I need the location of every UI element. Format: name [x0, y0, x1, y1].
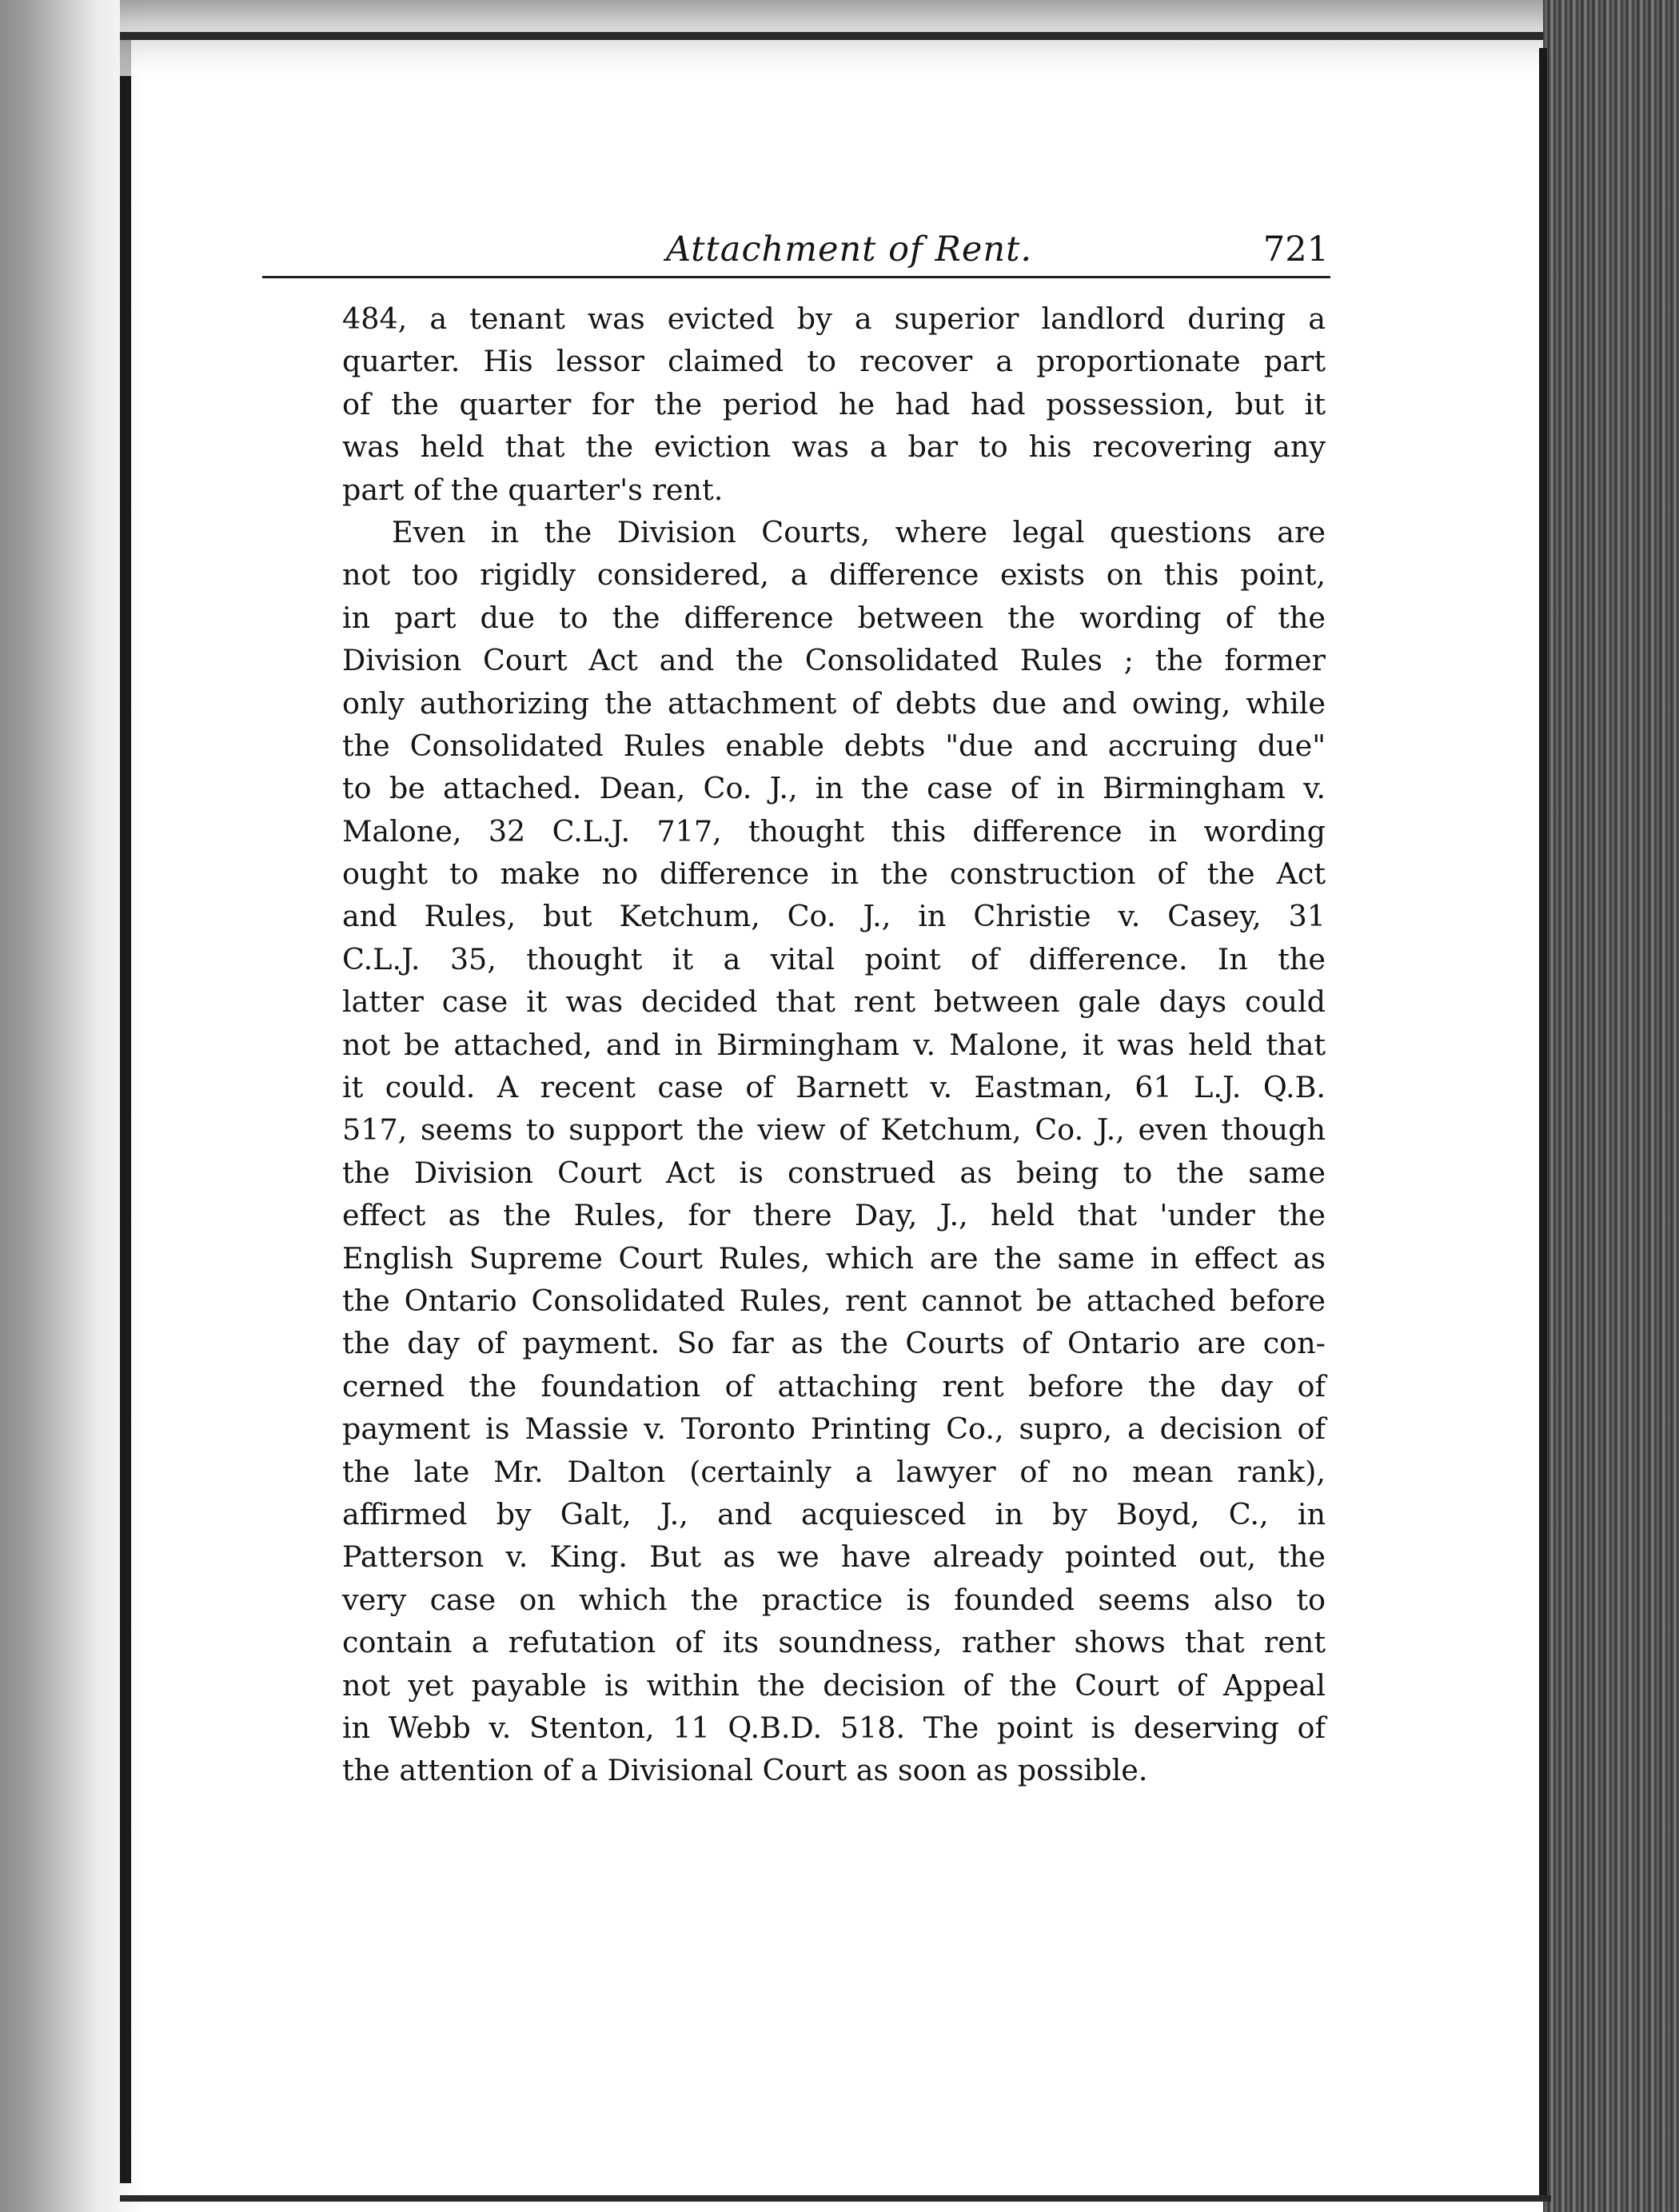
text-line: 517, seems to support the view of Ketchum, Co. J., even though: [342, 1112, 1326, 1148]
text-line: payment is Massie v. Toronto Printing Co., supro, a decision of: [342, 1411, 1326, 1447]
text-line: the attention of a Divisional Court as soon as possible.: [342, 1753, 1148, 1788]
page-header: [342, 226, 1329, 274]
text-line: very case on which the practice is founded seems also to: [342, 1582, 1326, 1617]
page-number: 721: [1262, 230, 1329, 270]
text-line: the Ontario Consolidated Rules, rent cannot be attached before: [342, 1283, 1326, 1318]
text-line: Division Court Act and the Consolidated Rules ; the former: [342, 643, 1326, 678]
text-line: Malone, 32 C.L.J. 717, thought this difference in wording: [342, 813, 1326, 848]
body-text: [342, 297, 1326, 1792]
text-line: quarter. His lessor claimed to recover a proportionate part: [342, 344, 1326, 379]
scan-right-edge: [1539, 48, 1547, 2199]
text-line: it could. A recent case of Barnett v. Eastman, 61 L.J. Q.B.: [342, 1070, 1326, 1105]
text-line: to be attached. Dean, Co. J., in the case of in Birmingham v.: [342, 771, 1326, 806]
scan-right-page-edges: [1543, 0, 1679, 2212]
scan-top-edge: [120, 32, 1543, 40]
text-line: and Rules, but Ketchum, Co. J., in Christie v. Casey, 31: [342, 899, 1326, 934]
text-line: latter case it was decided that rent between gale days could: [342, 984, 1326, 1020]
text-line: English Supreme Court Rules, which are the same in effect as: [342, 1240, 1326, 1276]
text-line: the late Mr. Dalton (certainly a lawyer of no mean rank),: [342, 1454, 1326, 1489]
text-line: in Webb v. Stenton, 11 Q.B.D. 518. The point is deserving of: [342, 1710, 1326, 1745]
scan-bottom-edge: [120, 2195, 1551, 2202]
text-line: not too rigidly considered, a difference exists on this point,: [342, 557, 1326, 593]
text-line: only authorizing the attachment of debts due and owing, while: [342, 685, 1326, 721]
text-line: C.L.J. 35, thought it a vital point of difference. In the: [342, 941, 1326, 976]
text-line: in part due to the difference between the wording of the: [342, 600, 1326, 635]
text-line: not yet payable is within the decision of the Court of Appeal: [342, 1667, 1326, 1703]
text-line: the Consolidated Rules enable debts "due and accruing due": [342, 728, 1326, 763]
scan-left-edge: [120, 32, 131, 2183]
text-line: part of the quarter's rent.: [342, 472, 724, 507]
text-line: of the quarter for the period he had had possession, but it: [342, 386, 1326, 421]
text-line: ought to make no difference in the construction of the Act: [342, 856, 1326, 892]
header-rule: [262, 276, 1330, 278]
text-line: contain a refutation of its soundness, rather shows that rent: [342, 1625, 1326, 1660]
text-line: 484, a tenant was evicted by a superior landlord during a: [342, 301, 1326, 336]
text-line: was held that the eviction was a bar to his recovering any: [342, 429, 1326, 465]
text-line: the day of payment. So far as the Courts of Ontario are con-: [342, 1326, 1326, 1361]
text-line: cerned the foundation of attaching rent before the day of: [342, 1368, 1326, 1403]
text-line: effect as the Rules, for there Day, J., held that 'under the: [342, 1198, 1326, 1233]
text-line: not be attached, and in Birmingham v. Malone, it was held that: [342, 1027, 1326, 1062]
text-line: Even in the Division Courts, where legal questions are: [392, 514, 1326, 549]
running-title: Attachment of Rent.: [665, 230, 1033, 270]
text-line: the Division Court Act is construed as being to the same: [342, 1155, 1326, 1190]
text-line: Patterson v. King. But as we have already pointed out, the: [342, 1539, 1326, 1575]
text-line: affirmed by Galt, J., and acquiesced in by Boyd, C., in: [342, 1496, 1326, 1531]
